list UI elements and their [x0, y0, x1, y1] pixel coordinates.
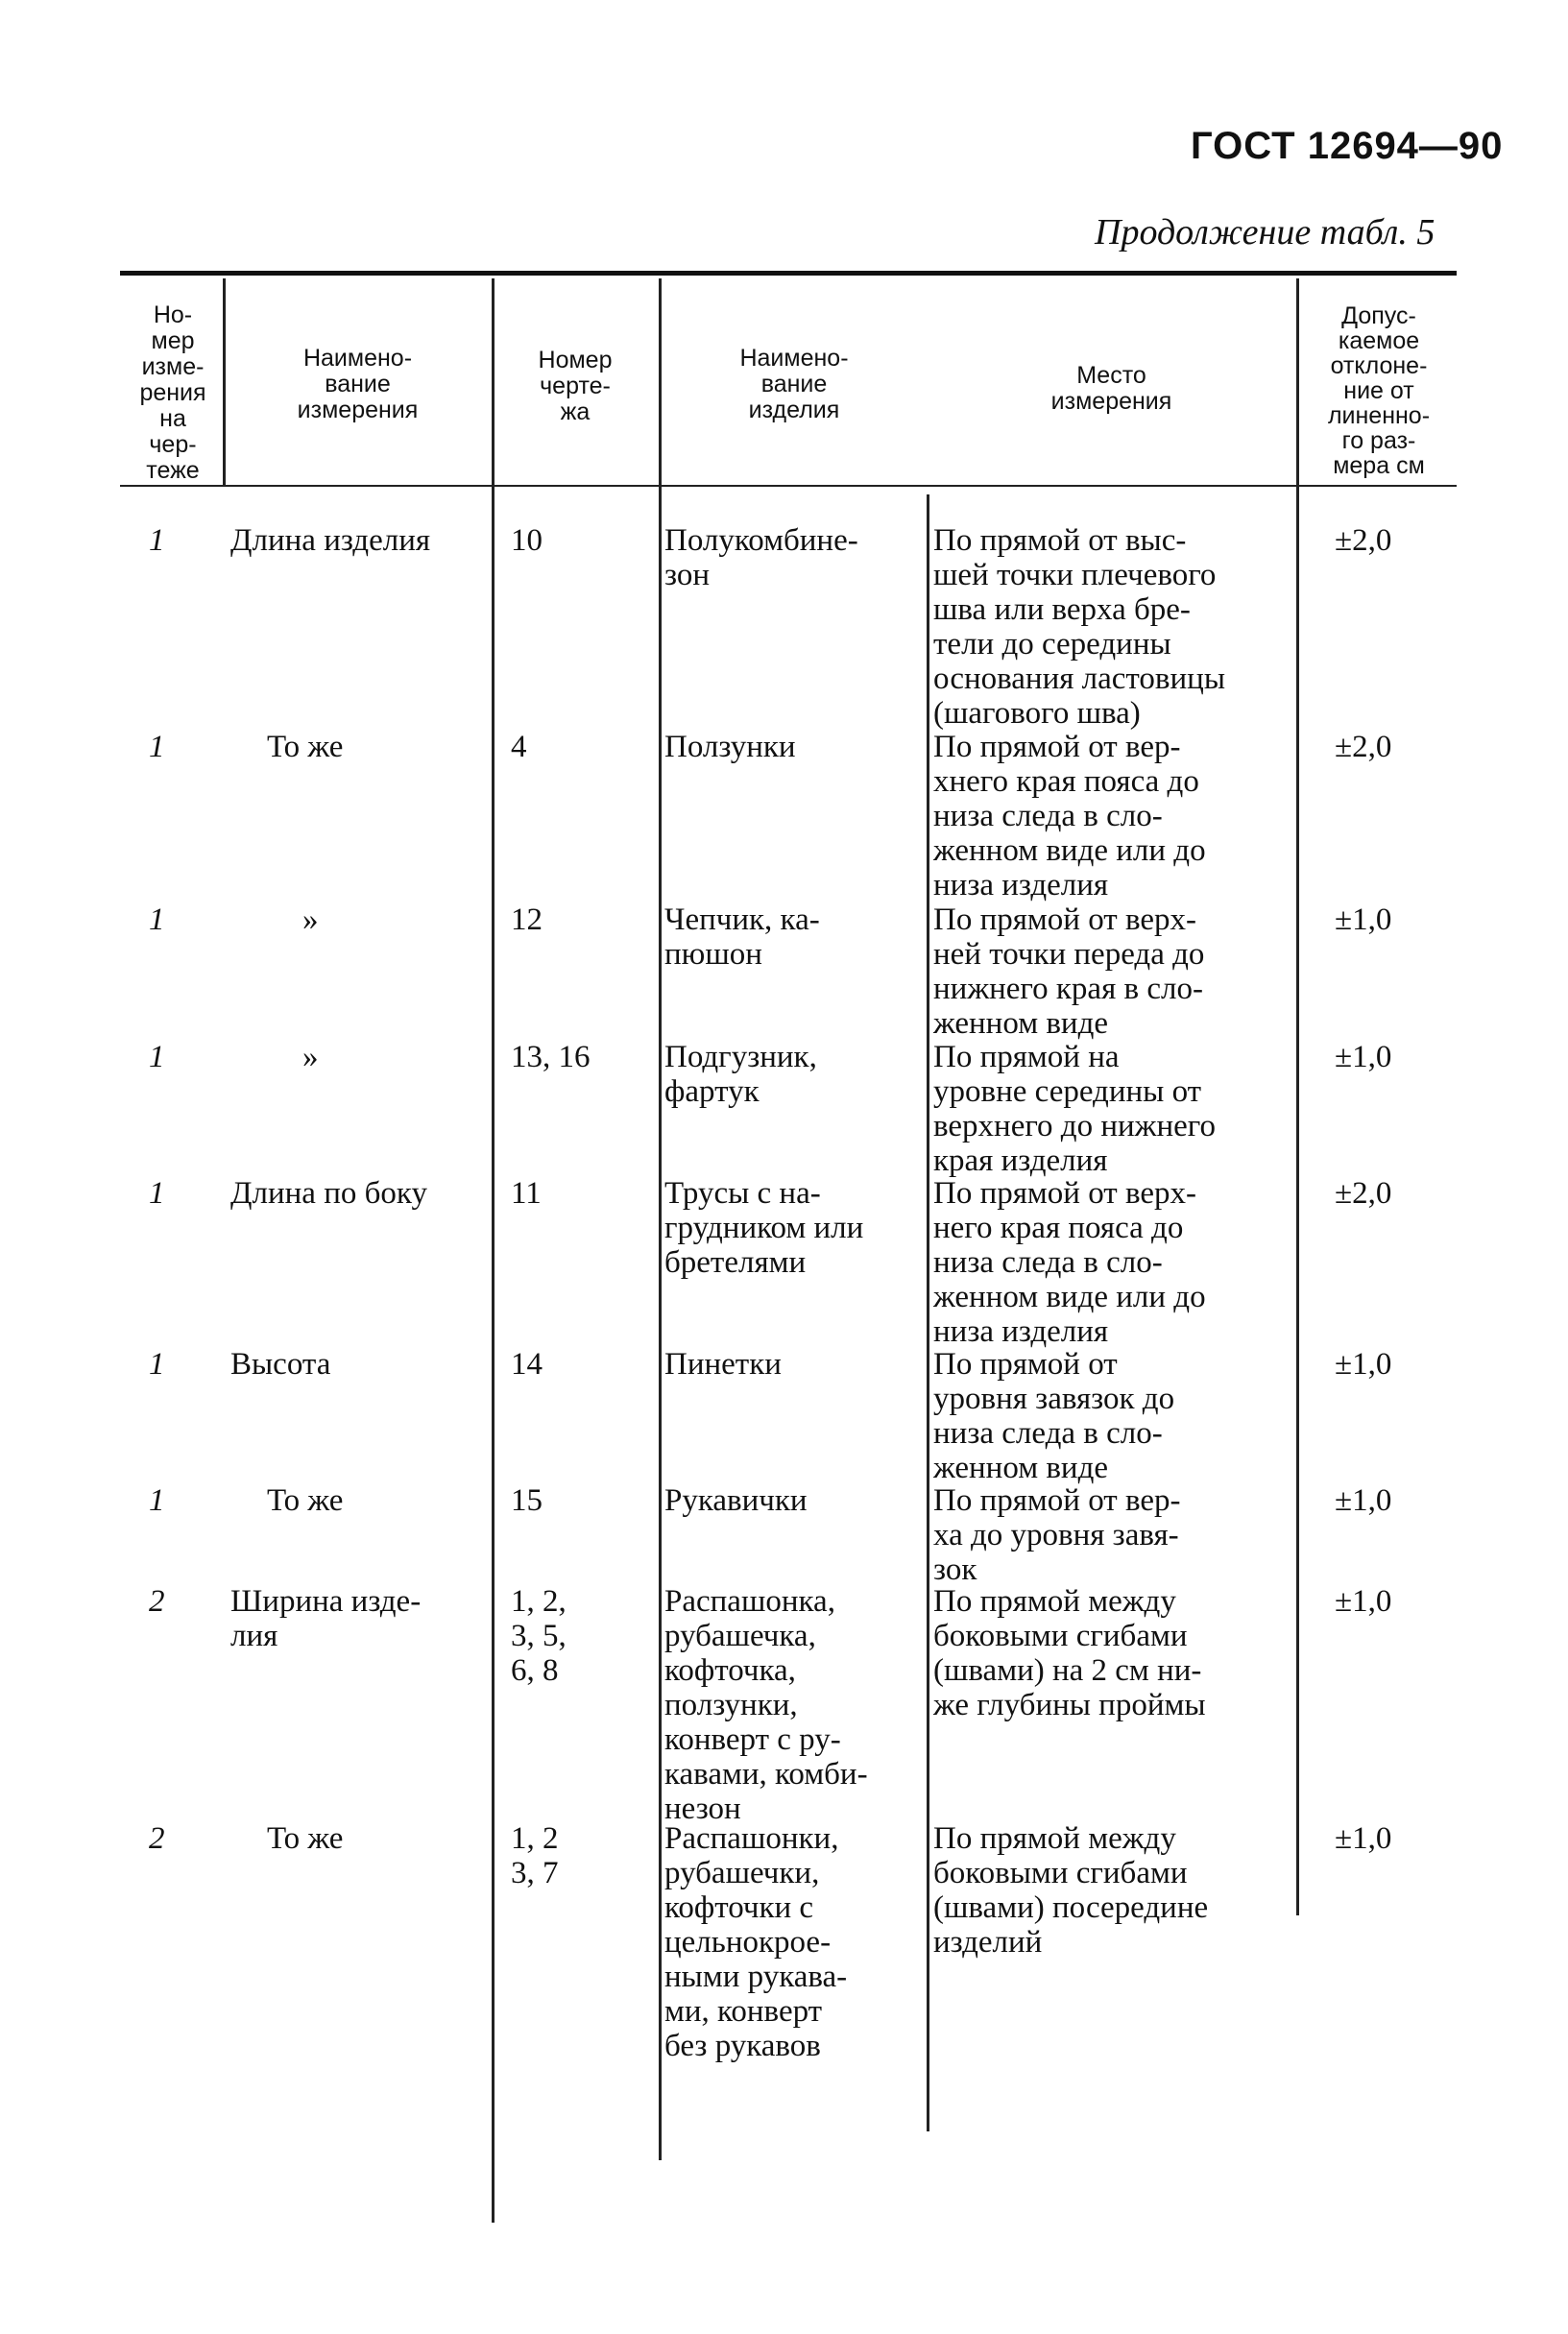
row-measurement-place: По прямой между боковыми сгибами (швами) посередине изделий — [933, 1821, 1209, 1960]
row-tolerance: ±1,0 — [1335, 1821, 1392, 1856]
row-tolerance: ±2,0 — [1335, 1176, 1392, 1211]
row-item-name: Полукомбине- зон — [664, 523, 858, 592]
row-measure-name: Длина изделия — [230, 523, 431, 558]
row-measurement-place: По прямой от вер- хнего края пояса до низа следа в сло- женном виде или до низа изделия — [933, 730, 1206, 902]
row-item-name: Рукавички — [664, 1483, 808, 1518]
row-measure-number: 1 — [149, 1040, 165, 1074]
header-measure-name: Наимено- вание измерения — [297, 345, 419, 423]
row-measure-number: 1 — [149, 1176, 165, 1211]
row-drawing-number: 15 — [511, 1483, 543, 1518]
header-measure-number: Но- мер изме- рения на чер- теже — [139, 301, 206, 484]
row-tolerance: ±1,0 — [1335, 1584, 1392, 1619]
row-drawing-number: 13, 16 — [511, 1040, 591, 1074]
row-drawing-number: 1, 2, 3, 5, 6, 8 — [511, 1584, 567, 1688]
row-tolerance: ±1,0 — [1335, 1347, 1392, 1382]
row-measure-number: 1 — [149, 1483, 165, 1518]
row-measure-number: 1 — [149, 523, 165, 558]
header-divider — [120, 485, 1457, 487]
row-measure-name: » — [302, 1040, 319, 1074]
row-measure-name: » — [302, 902, 319, 937]
row-measurement-place: По прямой между боковыми сгибами (швами) на 2 см ни- же глубины проймы — [933, 1584, 1206, 1722]
row-item-name: Распашонка, рубашечка, кофточка, ползунки, конверт с ру- кавами, комби- незон — [664, 1584, 868, 1826]
row-measure-name: То же — [267, 1821, 344, 1856]
row-measurement-place: По прямой от выс- шей точки плечевого шва или верха бре- тели до середины основания ластовицы (шагового шва) — [933, 523, 1225, 731]
row-measure-name: То же — [267, 1483, 344, 1518]
column-divider — [927, 494, 929, 2131]
row-item-name: Распашонки, рубашечки, кофточки с цельнокрое- ными рукава- ми, конверт без рукавов — [664, 1821, 848, 2063]
row-drawing-number: 4 — [511, 730, 527, 764]
row-item-name: Трусы с на- грудником или бретелями — [664, 1176, 864, 1280]
row-tolerance: ±1,0 — [1335, 1483, 1392, 1518]
row-measure-number: 1 — [149, 1347, 165, 1382]
header-item-name: Наимено- вание изделия — [739, 345, 849, 423]
row-tolerance: ±1,0 — [1335, 1040, 1392, 1074]
row-measure-number: 1 — [149, 902, 165, 937]
column-divider — [223, 278, 226, 485]
header-measurement-place: Место измерения — [1050, 362, 1172, 415]
row-measure-name: Ширина изде- лия — [230, 1584, 422, 1653]
table-top-rule — [120, 271, 1457, 276]
row-measurement-place: По прямой на уровне середины от верхнего до нижнего края изделия — [933, 1040, 1216, 1178]
document-code: ГОСТ 12694—90 — [1191, 125, 1504, 167]
row-drawing-number: 11 — [511, 1176, 542, 1211]
row-measure-number: 1 — [149, 730, 165, 764]
row-measure-name: Длина по боку — [230, 1176, 427, 1211]
row-tolerance: ±2,0 — [1335, 523, 1392, 558]
row-measure-name: Высота — [230, 1347, 331, 1382]
row-drawing-number: 12 — [511, 902, 543, 937]
row-tolerance: ±1,0 — [1335, 902, 1392, 937]
row-measurement-place: По прямой от верх- него края пояса до низа следа в сло- женном виде или до низа изделия — [933, 1176, 1206, 1349]
column-divider — [1296, 278, 1299, 1915]
row-drawing-number: 14 — [511, 1347, 543, 1382]
row-item-name: Подгузник, фартук — [664, 1040, 817, 1109]
row-item-name: Пинетки — [664, 1347, 782, 1382]
row-item-name: Чепчик, ка- пюшон — [664, 902, 820, 972]
row-drawing-number: 10 — [511, 523, 543, 558]
row-measure-number: 2 — [149, 1821, 165, 1856]
row-measurement-place: По прямой от уровня завязок до низа следа в сло- женном виде — [933, 1347, 1175, 1485]
row-item-name: Ползунки — [664, 730, 796, 764]
header-tolerance: Допус- каемое отклоне- ние от линенно- го раз- мера см — [1327, 302, 1431, 479]
table-continuation-label: Продолжение табл. 5 — [1095, 212, 1435, 253]
row-drawing-number: 1, 2 3, 7 — [511, 1821, 559, 1890]
row-measurement-place: По прямой от вер- ха до уровня завя- зок — [933, 1483, 1181, 1587]
row-measurement-place: По прямой от верх- ней точки переда до нижнего края в сло- женном виде — [933, 902, 1205, 1041]
header-drawing-number: Номер черте- жа — [538, 347, 613, 425]
row-measure-number: 2 — [149, 1584, 165, 1619]
row-tolerance: ±2,0 — [1335, 730, 1392, 764]
row-measure-name: То же — [267, 730, 344, 764]
column-divider — [492, 278, 495, 2223]
column-divider — [659, 278, 662, 2160]
